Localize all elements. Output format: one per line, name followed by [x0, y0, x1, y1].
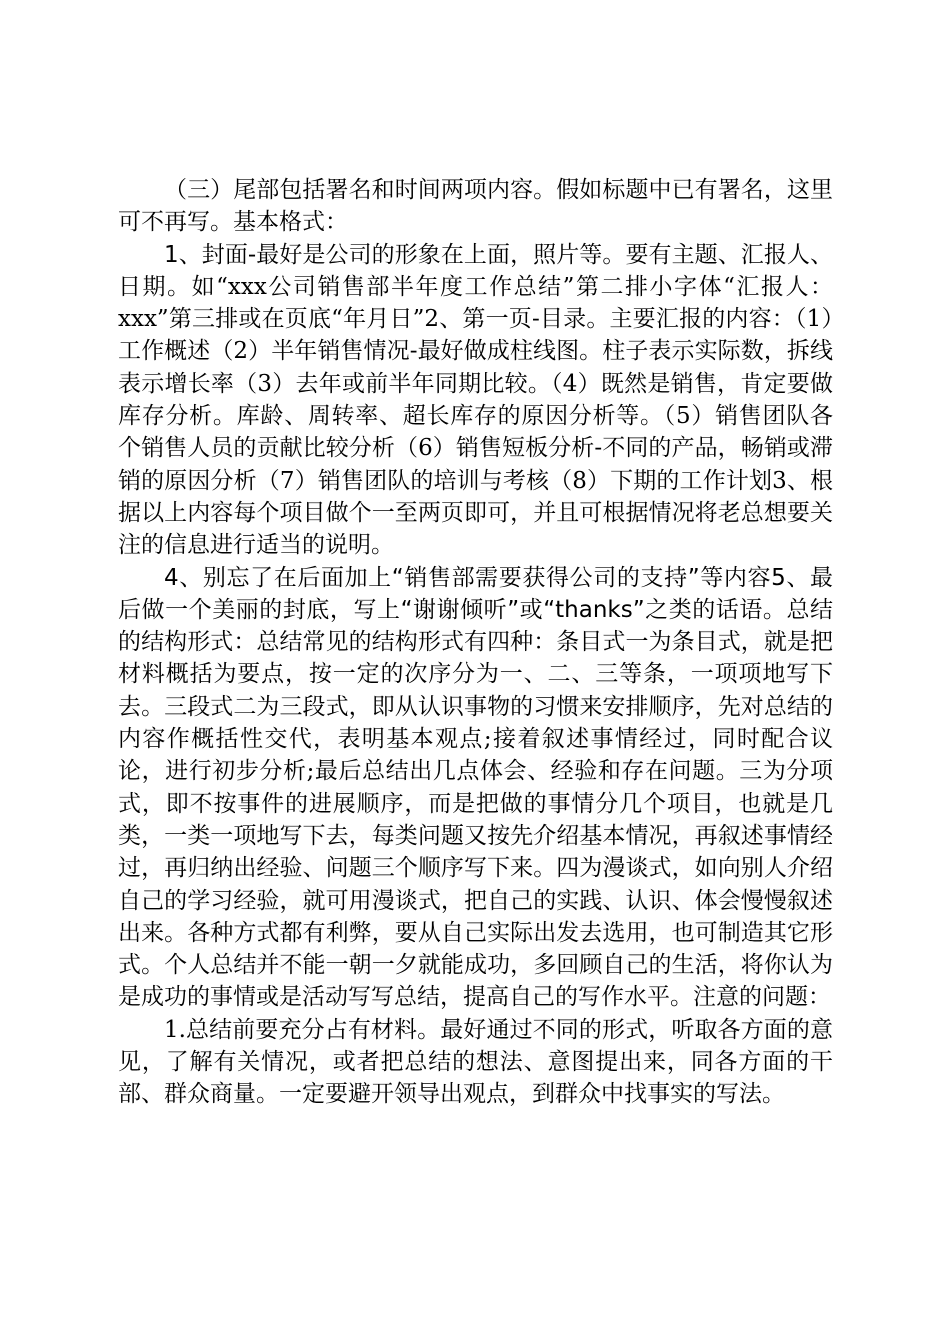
paragraph-body: 1.总结前要充分占有材料。最好通过不同的形式，听取各方面的意见，了解有关情况，或者把总结的想法、意图提出来，同各方面的干部、群众商量。一定要避开领导出观点，到群众中找事实的写法。 — [118, 1016, 833, 1108]
paragraph-structure-forms — [118, 562, 833, 1014]
paragraph-cover-and-toc — [118, 239, 833, 562]
paragraph-lead: 1、封面-最好是公司的形象在上面，照片等。 — [164, 241, 626, 268]
paragraph-body: 要有主题、汇报人、日期。如“xxx公司销售部半年度工作总结”第二排小字体“汇报人：xxx”第三排或在页底“年月日”2、第一页-目录。主要汇报的内容：（1）工作概述（2）半年销售情况-最好做成柱线图。柱子表示实际数，拆线表示增长率（3）去年或前半年同期比较。（4）既然是销售，肯定要做库存分析。库龄、周转率、超长库存的原因分析等。（5）销售团队各个销售人员的贡献比较分析（6）销售短板分析-不同的产品，畅销或滞销的原因分析（7）销售团队的培训与考核（8）下期的工作计划3、根据以上内容每个项目做个一至两页即可，并且可根据情况将老总想要关注的信息进行适当的说明。 — [118, 241, 834, 559]
paragraph-body: 假如标题中已有署名，这里可不再写。基本格式： — [118, 177, 834, 236]
document-page — [118, 174, 833, 1111]
paragraph-notes-1 — [118, 1014, 833, 1111]
paragraph-lead: （三）尾部包括署名和时间两项内容。 — [164, 177, 557, 203]
paragraph-lead: 4、别忘了在后面加上“销售部需要获得公司的支持”等内容5、最后做一个美丽的封底，写上“谢谢倾听”或“thanks”之类的话语。 — [118, 564, 833, 623]
paragraph-footer-section — [118, 174, 833, 239]
paragraph-body: 总结的结构形式：总结常见的结构形式有四种：条目式一为条目式，就是把材料概括为要点，按一定的次序分为一、二、三等条，一项项地写下去。三段式二为三段式，即从认识事物的习惯来安排顺序，先对总结的内容作概括性交代，表明基本观点;接着叙述事情经过，同时配合议论，进行初步分析;最后总结出几点体会、经验和存在问题。三为分项式，即不按事件的进展顺序，而是把做的事情分几个项目，也就是几类，一类一项地写下去，每类问题又按先介绍基本情况，再叙述事情经过，再归纳出经验、问题三个顺序写下来。四为漫谈式，如向别人介绍自己的学习经验，就可用漫谈式，把自己的实践、认识、体会慢慢叙述出来。各种方式都有利弊，要从自己实际出发去选用，也可制造其它形式。个人总结并不能一朝一夕就能成功，多回顾自己的生活，将你认为是成功的事情或是活动写写总结，提高自己的写作水平。注意的问题： — [118, 596, 833, 1011]
